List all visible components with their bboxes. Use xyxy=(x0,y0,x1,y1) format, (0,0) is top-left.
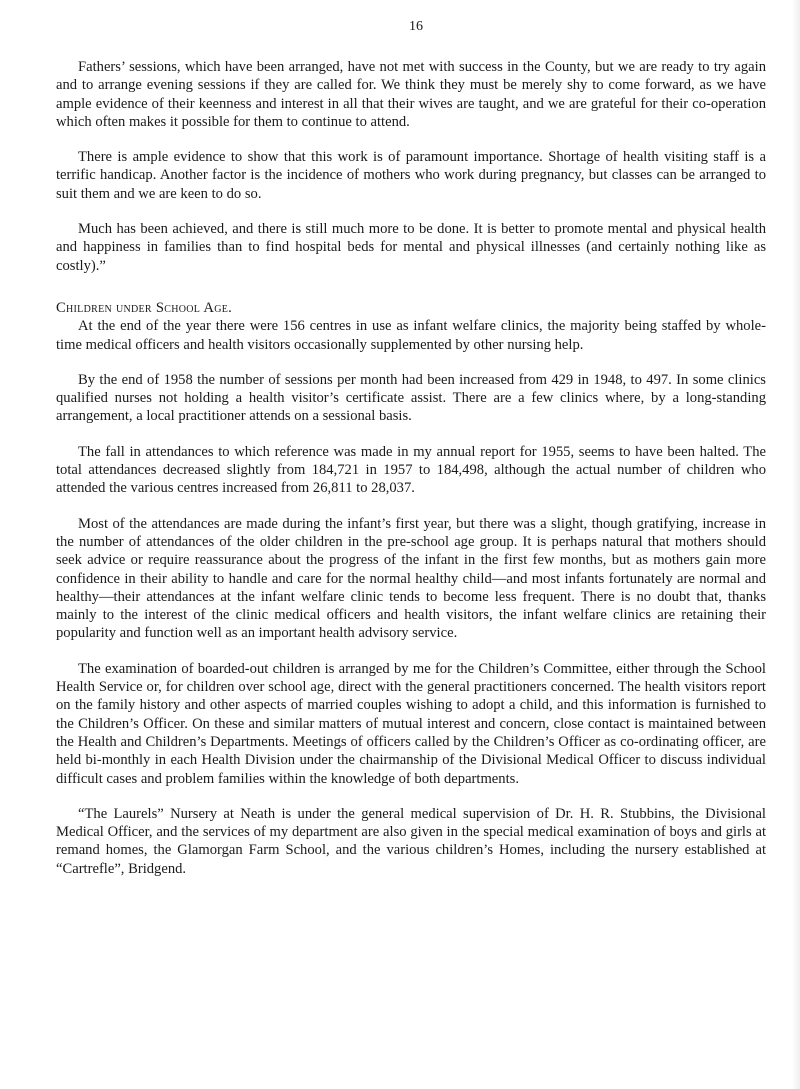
paragraph-fall-in-attendances: The fall in attendances to which reference was made in my annual report for 1955, seems to have been halted. The total attendances decreased slightly from 184,721 in 1957 to 184,498, although the actual number of children who attended the various centres increased from 26,811 to 28,037. xyxy=(56,443,766,497)
paragraph-fathers-sessions: Fathers’ sessions, which have been arranged, have not met with success in the County, but we are ready to try again and to arrange evening sessions if they are called for. We think they must be merely shy to come forward, as we have ample evidence of their keenness and interest in all that their wives are taught, and we are grateful for their co-operation which often makes it possible for them to continue to attend. xyxy=(56,59,766,130)
paragraph-infants-first-year: Most of the attendances are made during the infant’s first year, but there was a slight, though gratifying, increase in the number of attendances of the older children in the pre-school age group. It is perhaps natural that mothers should seek advice or require reassurance about the progress of the infant in the first few months, but as mothers gain more confidence in their ability to handle and care for the normal healthy child—and most infants fortunately are normal and healthy—their attendances at the infant welfare clinic tends to become less frequent. There is no doubt that, thanks mainly to the interest of the clinic medical officers and health visitors, the infant welfare clinics are retaining their popularity and function well as an important health advisory service. xyxy=(56,515,766,642)
paragraph-boarded-out-children: The examination of boarded-out children is arranged by me for the Children’s Committee, either through the School Health Service or, for children over school age, direct with the general practitioners concerned. The health visitors report on the family history and other aspects of married couples wishing to adopt a child, and this information is furnished to the Children’s Officer. On these and similar matters of mutual interest and concern, close contact is maintained between the Health and Children’s Departments. Meetings of officers called by the Children’s Officer as co-ordinating officer, are held bi-monthly in each Health Division under the chairmanship of the Divisional Medical Officer to discuss individual difficult cases and problem families within the knowledge of both departments. xyxy=(56,660,766,787)
paragraph-centres-in-use: At the end of the year there were 156 centres in use as infant welfare clinics, the majority being staffed by whole-time medical officers and health visitors occasionally supplemented by other nursing help. xyxy=(56,318,766,353)
paragraph-much-achieved: Much has been achieved, and there is still much more to be done. It is better to promote mental and physical health and happiness in families than to find hospital beds for mental and physical illnesses (and certainly nothing like as costly).” xyxy=(56,221,766,274)
page-edge-shadow xyxy=(792,0,800,1089)
page-number: 16 xyxy=(409,19,423,34)
paragraph-laurels-nursery: “The Laurels” Nursery at Neath is under the general medical supervision of Dr. H. R. Stubbins, the Divisional Medical Officer, and the services of my department are also given in the special medical examination of boys and girls at remand homes, the Glamorgan Farm School, and the various children’s Homes, including the nursery established at “Cartrefle”, Bridgend. xyxy=(56,805,766,877)
paragraph-paramount-importance: There is ample evidence to show that this work is of paramount importance. Shortage of health visiting staff is a terrific handicap. Another factor is the incidence of mothers who work during pregnancy, but classes can be arranged to suit them and we are keen to do so. xyxy=(56,149,766,202)
section-heading-children-under-school-age: Children under School Age. xyxy=(56,299,233,316)
paragraph-sessions-per-month: By the end of 1958 the number of sessions per month had been increased from 429 in 1948, to 497. In some clinics qualified nurses not holding a health visitor’s certificate assist. There are a few clinics where, by a long-standing arrangement, a local practitioner attends on a sessional basis. xyxy=(56,371,766,425)
